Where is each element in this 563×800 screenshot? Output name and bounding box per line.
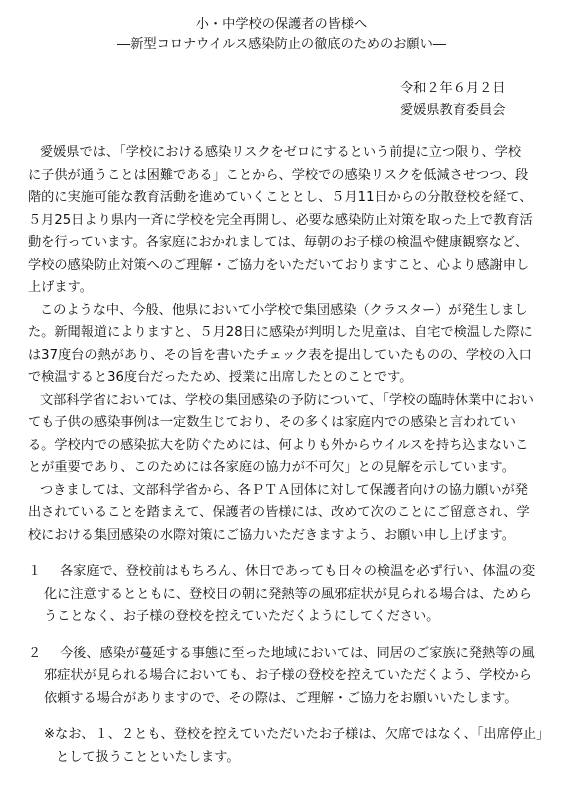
paragraph-line: 校における集団感染の水際対策にご協力いただきますよう、お願い申し上げます。 (28, 528, 515, 543)
paragraph-line: は37度台の熱があり、その旨を書いたチェック表を提出していたものの、学校の入口 (28, 348, 532, 363)
paragraph-line: ても子供の感染事例は一定数生じており、その多くは家庭内での感染と言われてい (28, 415, 516, 430)
note-line: として扱うことといたします。 (56, 750, 240, 765)
note-line: ※なお、１、２とも、登校を控えていただいたお子様は、欠席ではなく、「出席停止」 (44, 727, 550, 742)
paragraph-line: で検温すると36度台だったため、授業に出席したとのことです。 (28, 370, 413, 385)
paragraph-line: つきましては、文部科学省から、各ＰＴＡ団体に対して保護者向けの協力願いが発 (40, 483, 528, 498)
paragraph-line: このような中、今般、他県において小学校で集団感染（クラスター）が発生しまし (40, 303, 528, 318)
paragraph-line: 階的に実施可能な教育活動を進めていくこととし、５月11日からの分散登校を経て、 (28, 190, 533, 205)
paragraph-line: 出されていることを踏まえて、保護者の皆様には、改めて次のことにご留意され、学 (28, 505, 530, 520)
list-item-number: １ (28, 564, 42, 579)
paragraph-line: た。新聞報道によりますと、５月28日に感染が判明した児童は、自宅で検温した際に (28, 325, 533, 340)
paragraph-line: る。学校内での感染拡大を防ぐためには、何よりも外からウイルスを持ち込まないこ (28, 438, 529, 453)
list-item-number: ２ (28, 646, 42, 661)
paragraph-line: に子供が通うことは困難である」ことから、学校での感染リスクを低減させつつ、段 (28, 168, 529, 183)
list-item-line: 邪症状が見られる場合においても、お子様の登校を控えていただくよう、学校から (44, 668, 532, 683)
paragraph-line: とが重要であり、このためには各家庭の協力が不可欠」との見解を示しています。 (28, 460, 515, 475)
paragraph-line: 上げます。 (28, 280, 93, 295)
list-item-line: 化に注意するとともに、登校日の朝に発熱等の風邪症状が見られる場合は、ためら (44, 587, 532, 602)
document-title: 小・中学校の保護者の皆様へ (195, 17, 368, 32)
document-issuer: 愛媛県教育委員会 (400, 103, 506, 118)
paragraph-line: 愛媛県では、「学校における感染リスクをゼロにするという前提に立つ限り、学校 (40, 145, 522, 160)
paragraph-line: 文部科学省においては、学校の集団感染の予防について、「学校の臨時休業中におい (40, 393, 534, 408)
list-item-line: うことなく、お子様の登校を控えていただくようにしてください。 (44, 609, 440, 624)
paragraph-line: ５月25日より県内一斉に学校を完全再開し、必要な感染防止対策を取った上で教育活 (28, 213, 533, 228)
paragraph-line: 動を行っています。各家庭におかれましては、毎朝のお子様の検温や健康観察など、 (28, 235, 529, 250)
paragraph-line: 学校の感染防止対策へのご理解・ご協力をいただいておりますこと、心より感謝申し (28, 258, 530, 273)
document-subtitle: ―新型コロナウイルス感染防止の徹底のためのお願い― (117, 37, 446, 52)
list-item-line: 依頼する場合がありますので、その際は、ご理解・ご協力をお願いいたします。 (44, 691, 518, 706)
list-item-line: 各家庭で、登校前はもちろん、休日であっても日々の検温を必ず行い、体温の変 (60, 564, 536, 579)
list-item-line: 今後、感染が蔓延する事態に至った地域においては、同居のご家族に発熱等の風 (60, 646, 535, 661)
document-date: 令和２年６月２日 (400, 81, 506, 96)
